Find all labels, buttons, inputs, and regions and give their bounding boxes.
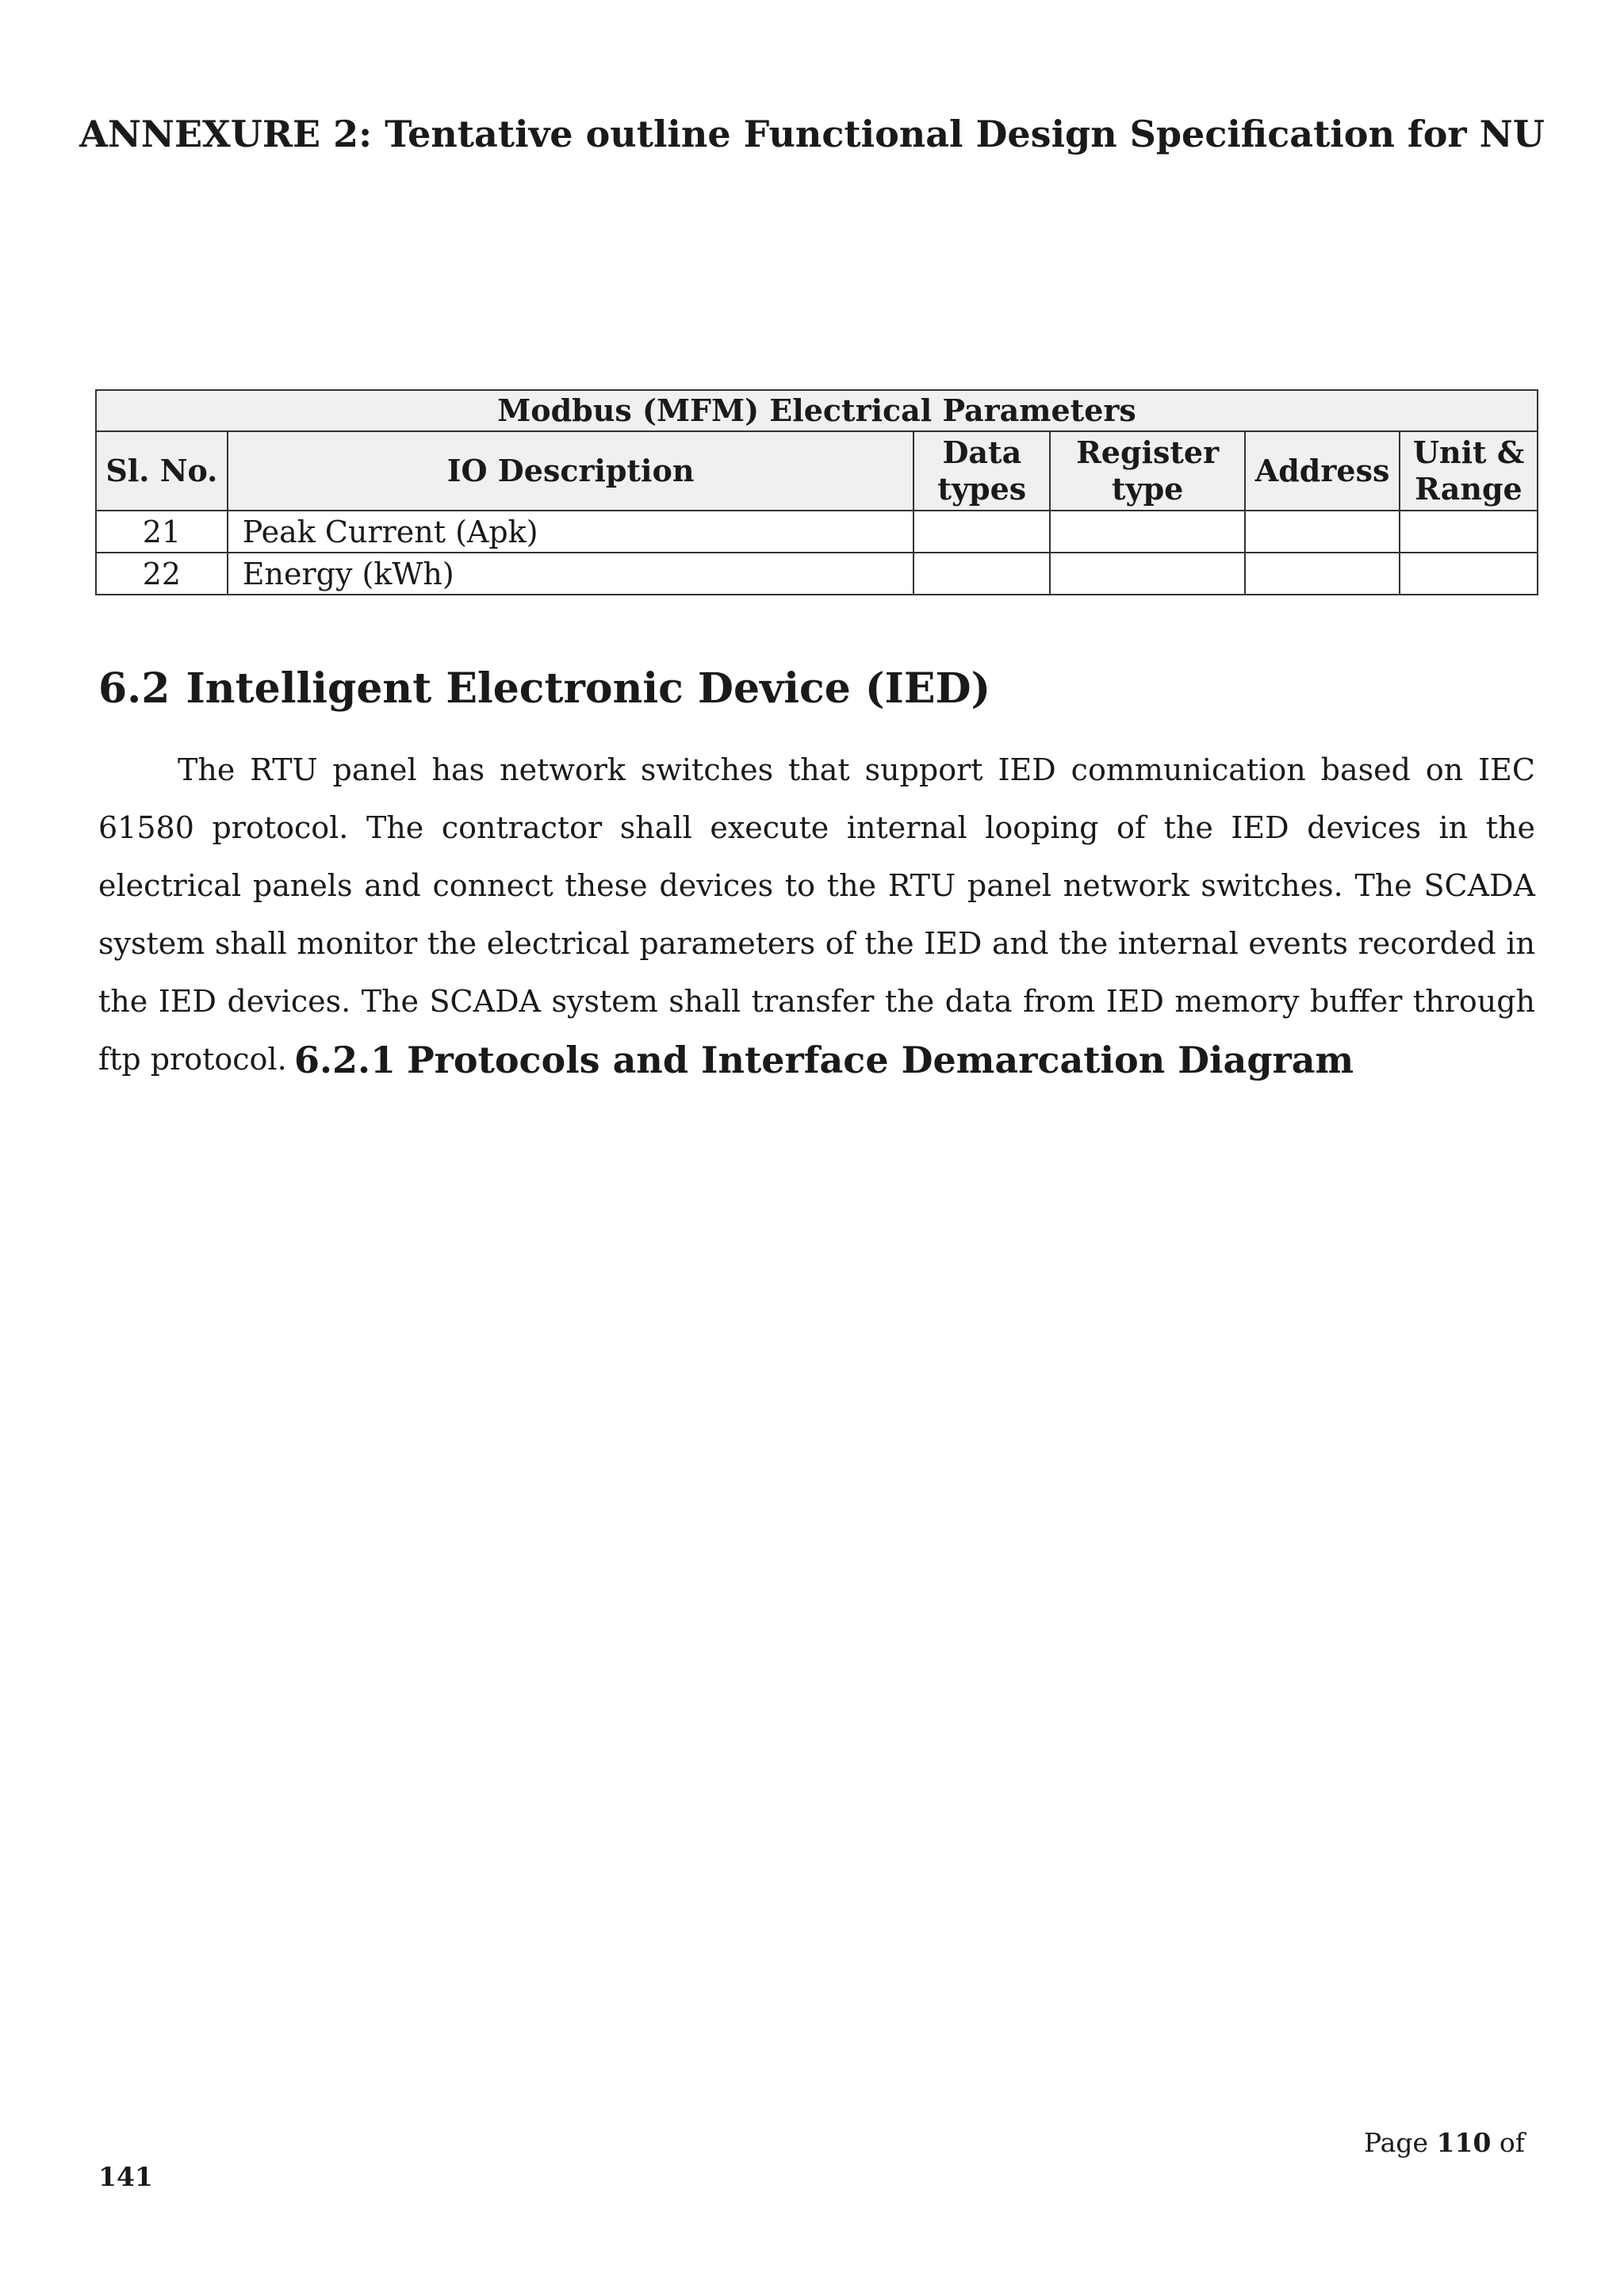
section-heading <box>98 664 990 713</box>
column-header-unit-range: Unit & Range <box>1400 431 1538 511</box>
table-header-row <box>96 431 1538 511</box>
table-row <box>96 511 1538 553</box>
table-title-row <box>96 390 1538 431</box>
cell-register-type <box>1050 511 1245 553</box>
subsection-title: Protocols and Interface Demarcation Diagram <box>407 1039 1354 1081</box>
section-number: 6.2 <box>98 664 170 713</box>
total-pages: 141 <box>98 2161 153 2192</box>
cell-unit-range <box>1400 511 1538 553</box>
section-title: Intelligent Electronic Device (IED) <box>186 664 991 713</box>
cell-data-types <box>914 511 1050 553</box>
cell-sl-no: 22 <box>96 553 228 595</box>
page-number: 110 <box>1436 2127 1492 2158</box>
page-number-footer <box>1364 2127 1525 2158</box>
table-row <box>96 553 1538 595</box>
column-header-address: Address <box>1245 431 1400 511</box>
cell-address <box>1245 553 1400 595</box>
cell-io-description: Energy (kWh) <box>228 553 914 595</box>
page-header-title: ANNEXURE 2: Tentative outline Functional Design Specification for NU <box>79 113 1545 155</box>
column-header-io-description: IO Description <box>228 431 914 511</box>
cell-unit-range <box>1400 553 1538 595</box>
page-label: Page <box>1363 2127 1429 2158</box>
cell-register-type <box>1050 553 1245 595</box>
modbus-parameters-table <box>95 389 1538 595</box>
cell-io-description: Peak Current (Apk) <box>228 511 914 553</box>
column-header-register-type: Register type <box>1050 431 1245 511</box>
section-paragraph: The RTU panel has network switches that support IED communication based on IEC 61580 protocol. The contractor shall execute internal looping of the IED devices in the electrical panels and connect these devices to the RTU panel network switches. The SCADA system shall monitor the electrical parameters of the IED and the internal events recorded in the IED devices. The SCADA system shall transfer the data from IED memory buffer through ftp protocol. <box>98 752 1535 1077</box>
page-of-label: of <box>1499 2127 1525 2158</box>
cell-sl-no: 21 <box>96 511 228 553</box>
cell-data-types <box>914 553 1050 595</box>
subsection-heading <box>294 1039 1354 1081</box>
cell-address <box>1245 511 1400 553</box>
subsection-number: 6.2.1 <box>294 1039 396 1081</box>
column-header-data-types: Data types <box>914 431 1050 511</box>
table-title: Modbus (MFM) Electrical Parameters <box>96 390 1538 431</box>
column-header-sl-no: Sl. No. <box>96 431 228 511</box>
